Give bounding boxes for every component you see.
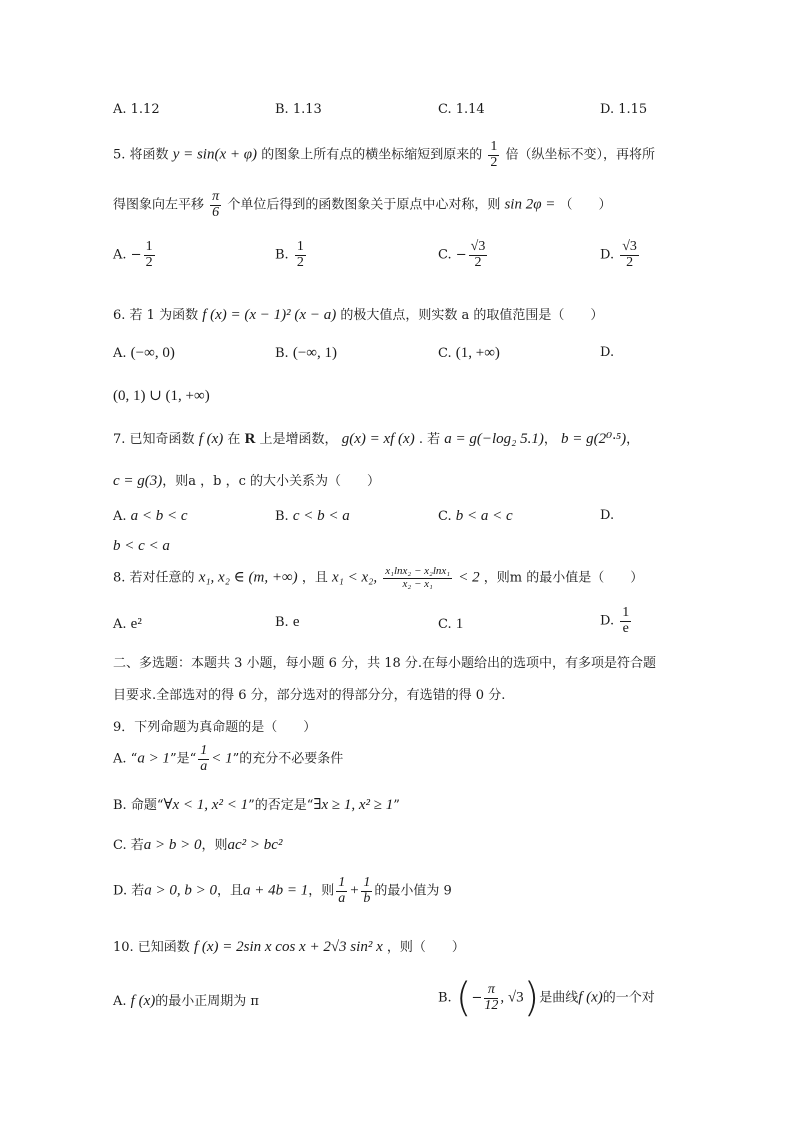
q8-fraction: $\frac{\text{x₁lnx₂ − x₂lnx₁}}{\text{x₂ − x₁}}$	[385, 565, 451, 590]
q7-text: 在	[227, 432, 241, 447]
q10-prefix: 10. 已知函数	[113, 940, 190, 955]
q6-option-d-label: D.	[600, 345, 615, 360]
q4-option-d: D. 1.15	[600, 102, 648, 117]
q6-prefix: 6. 若 1 为函数	[113, 308, 199, 323]
q8-condition: x₁ < x₂,	[331, 569, 378, 586]
q5-option-b: B. $\frac{1}{2}$	[275, 239, 304, 270]
q5-text: 的图象上所有点的横坐标缩短到原来的	[261, 147, 483, 163]
q7-prefix: 7. 已知奇函数	[113, 432, 195, 447]
q5-fraction-half: $\frac{1}{2}$	[490, 139, 498, 170]
q6-suffix: 的极大值点，则实数 a 的取值范围是（ ）	[340, 308, 604, 323]
q5-stem-line1	[113, 140, 655, 170]
q5-option-a: A. − $\frac{1}{2}$	[113, 239, 153, 270]
q7-b-definition: b = g(2⁰·⁵)	[561, 431, 627, 447]
q5-text-4: 个单位后得到的函数图象关于原点中心对称，则	[227, 197, 501, 213]
q7-f: f (x)	[198, 431, 224, 447]
q10-option-b: B. (− $\frac{\pi}{12}$ , √3)是曲线f (x)的一个对	[438, 975, 655, 1021]
q9-stem: 9．下列命题为真命题的是（ ）	[113, 720, 317, 735]
q4-option-c: C. 1.14	[438, 102, 485, 117]
q7-comma-2: ，	[626, 432, 640, 447]
q6-function: f (x) = (x − 1)² (x − a)	[202, 307, 337, 323]
q8-option-b: B. e	[275, 614, 300, 630]
q7-stem-line1	[113, 428, 639, 448]
q10-option-a: A. f (x)的最小正周期为 π	[113, 993, 259, 1009]
q4-option-a: A. 1.12	[113, 102, 160, 117]
q8-stem	[113, 566, 643, 590]
q7-comma: ，	[543, 432, 557, 447]
q7-text-2: 上是增函数，	[259, 432, 338, 447]
q6-option-d: (0, 1) ∪ (1, +∞)	[113, 388, 210, 404]
q5-answer-blank: （ ）	[559, 197, 612, 213]
q6-option-c: C. (1, +∞)	[438, 345, 500, 361]
q9-option-c: C. 若a > b > 0，则ac² > bc²	[113, 837, 283, 853]
q5-prefix: 5. 将函数	[113, 147, 169, 163]
q7-option-c: C. b < a < c	[438, 508, 513, 524]
section2-heading-line1: 二、多选题：本题共 3 小题，每小题 6 分，共 18 分.在每小题给出的选项中，有多项是符合题	[113, 656, 657, 671]
q8-option-c: C. 1	[438, 616, 464, 632]
q5-text-3: 得图象向左平移	[113, 197, 205, 213]
q7-option-a: A. a < b < c	[113, 508, 188, 524]
q5-sin-expression: sin 2φ =	[504, 196, 556, 213]
q8-prefix: 8. 若对任意的	[113, 570, 195, 586]
q7-suffix: ，则a ，b ，c 的大小关系为（ ）	[162, 474, 381, 489]
q9-option-d: D. 若a > 0, b > 0，且a + 4b = 1，则 $\frac{1}{a}$ + $\frac{1}{b}$ 的最小值为 9	[113, 875, 452, 906]
q7-c-definition: c = g(3)	[113, 473, 163, 489]
q6-option-a: A. (−∞, 0)	[113, 345, 175, 361]
q8-inequality: < 2	[458, 569, 480, 586]
q8-option-a: A. e²	[113, 616, 142, 632]
section2-heading-line2: 目要求.全部选对的得 6 分，部分选对的得部分分，有选错的得 0 分.	[113, 688, 506, 703]
q10-suffix: ，则（ ）	[386, 940, 465, 955]
q5-function: y = sin(x + φ)	[172, 146, 258, 163]
q8-text: ，且	[301, 570, 328, 586]
q8-suffix: ，则m 的最小值是（ ）	[483, 570, 644, 586]
q7-stem-line2	[113, 470, 380, 490]
q7-option-d: b < c < a	[113, 538, 170, 554]
q9-option-b: B. 命题“∀x < 1, x² < 1”的否定是“∃x ≥ 1, x² ≥ 1”	[113, 797, 400, 813]
q5-stem-line2	[113, 190, 612, 220]
q7-option-b: B. c < b < a	[275, 508, 350, 524]
q6-option-b: B. (−∞, 1)	[275, 345, 337, 361]
q5-option-d: D. $\frac{√3}{2}$	[600, 239, 637, 270]
q7-text-3: . 若	[418, 432, 441, 447]
q7-real-set: R	[244, 431, 256, 447]
q10-function: f (x) = 2sin x cos x + 2√3 sin² x	[193, 939, 383, 955]
q5-fraction-pi6: $\frac{\pi}{6}$	[212, 189, 220, 220]
q5-text-2: 倍（纵坐标不变），再将所	[505, 147, 655, 163]
q7-g: g(x) = xf (x)	[341, 431, 415, 447]
q9-option-a: A. “a > 1”是“ $\frac{1}{a}$ < 1”的充分不必要条件	[113, 743, 344, 774]
q4-option-b: B. 1.13	[275, 102, 322, 117]
q7-a-definition: a = g(−log₂ 5.1)	[444, 431, 544, 447]
q10-stem	[113, 936, 465, 956]
q6-stem	[113, 304, 603, 324]
q7-option-d-label: D.	[600, 508, 615, 523]
q8-set: x₁, x₂ ∈ (m, +∞)	[198, 569, 298, 586]
q8-option-d: D. $\frac{1}{e}$	[600, 605, 630, 636]
q5-option-c: C. − $\frac{√3}{2}$	[438, 239, 486, 270]
